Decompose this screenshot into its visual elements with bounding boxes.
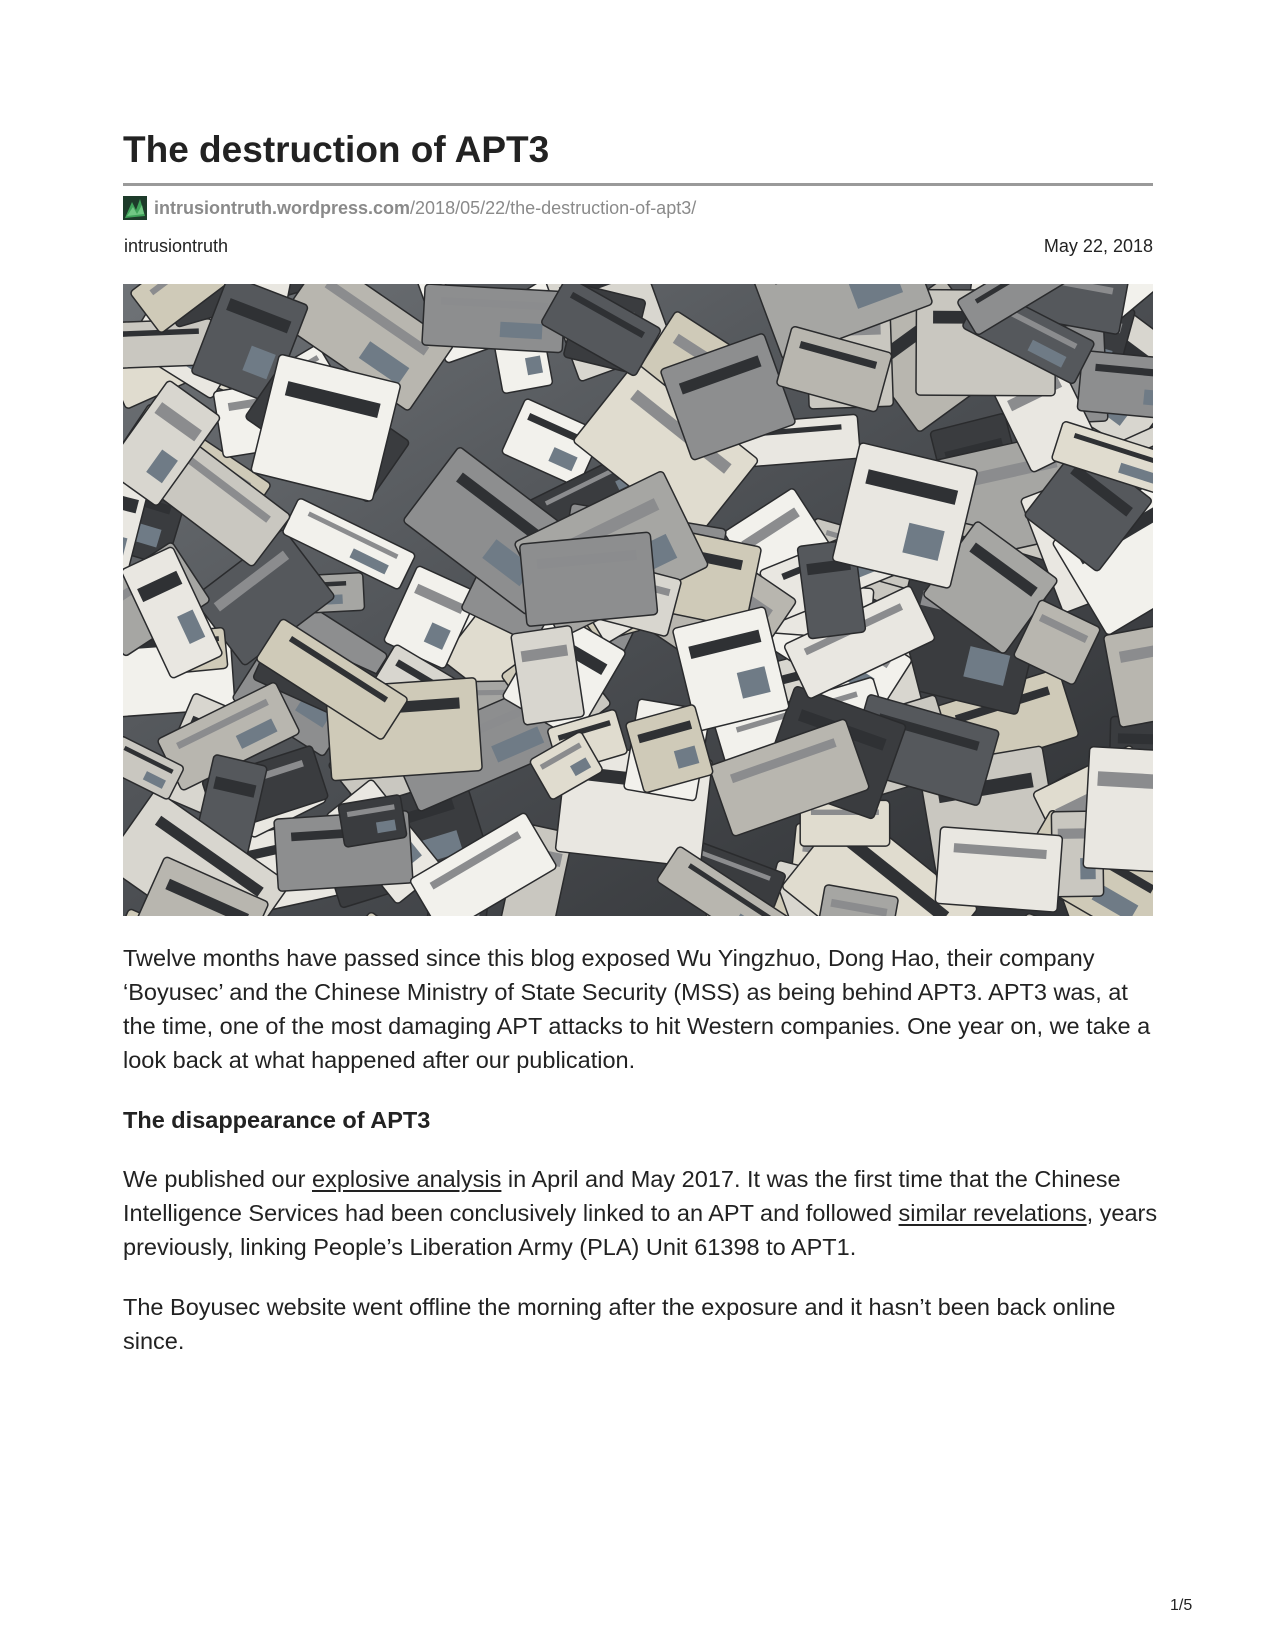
article-title: The destruction of APT3 (123, 129, 550, 170)
byline (123, 236, 1153, 260)
author-name: intrusiontruth (124, 236, 229, 256)
hero-image (123, 284, 1153, 916)
section-heading: The disappearance of APT3 (123, 1107, 431, 1133)
source-path[interactable]: /2018/05/22/the-destruction-of-apt3/ (410, 197, 697, 218)
paragraph-text: We published our (123, 1166, 312, 1192)
explosive-analysis-link[interactable]: explosive analysis (312, 1166, 502, 1192)
analysis-paragraph (123, 1162, 1158, 1264)
title-divider (123, 183, 1153, 186)
paragraph-text: in April and May 2017. It was the first time that the Chinese Intelligence Services had been conclusively linked to an APT and followed (123, 1166, 1121, 1226)
source-url-row[interactable] (123, 195, 696, 221)
publish-date: May 22, 2018 (1043, 236, 1153, 256)
intro-paragraph: Twelve months have passed since this blog exposed Wu Yingzhuo, Dong Hao, their company ‘Boyusec’ and the Chinese Ministry of State Security (MSS) as being behind APT3. APT3 was, at the time, one of the most damaging APT attacks to hit Western companies. One year on, we take a look back at what happened after our publication. (123, 945, 1151, 1073)
source-domain[interactable]: intrusiontruth.wordpress.com (154, 197, 411, 218)
paragraph-text: , years previously, linking People’s Liberation Army (PLA) Unit 61398 to APT1. (123, 1200, 1158, 1260)
page-number: 1/5 (1170, 1597, 1193, 1614)
site-favicon-icon (123, 196, 147, 220)
boyusec-offline-paragraph: The Boyusec website went offline the morning after the exposure and it hasn’t been back online since. (123, 1294, 1116, 1354)
similar-revelations-link[interactable]: similar revelations (898, 1200, 1087, 1226)
